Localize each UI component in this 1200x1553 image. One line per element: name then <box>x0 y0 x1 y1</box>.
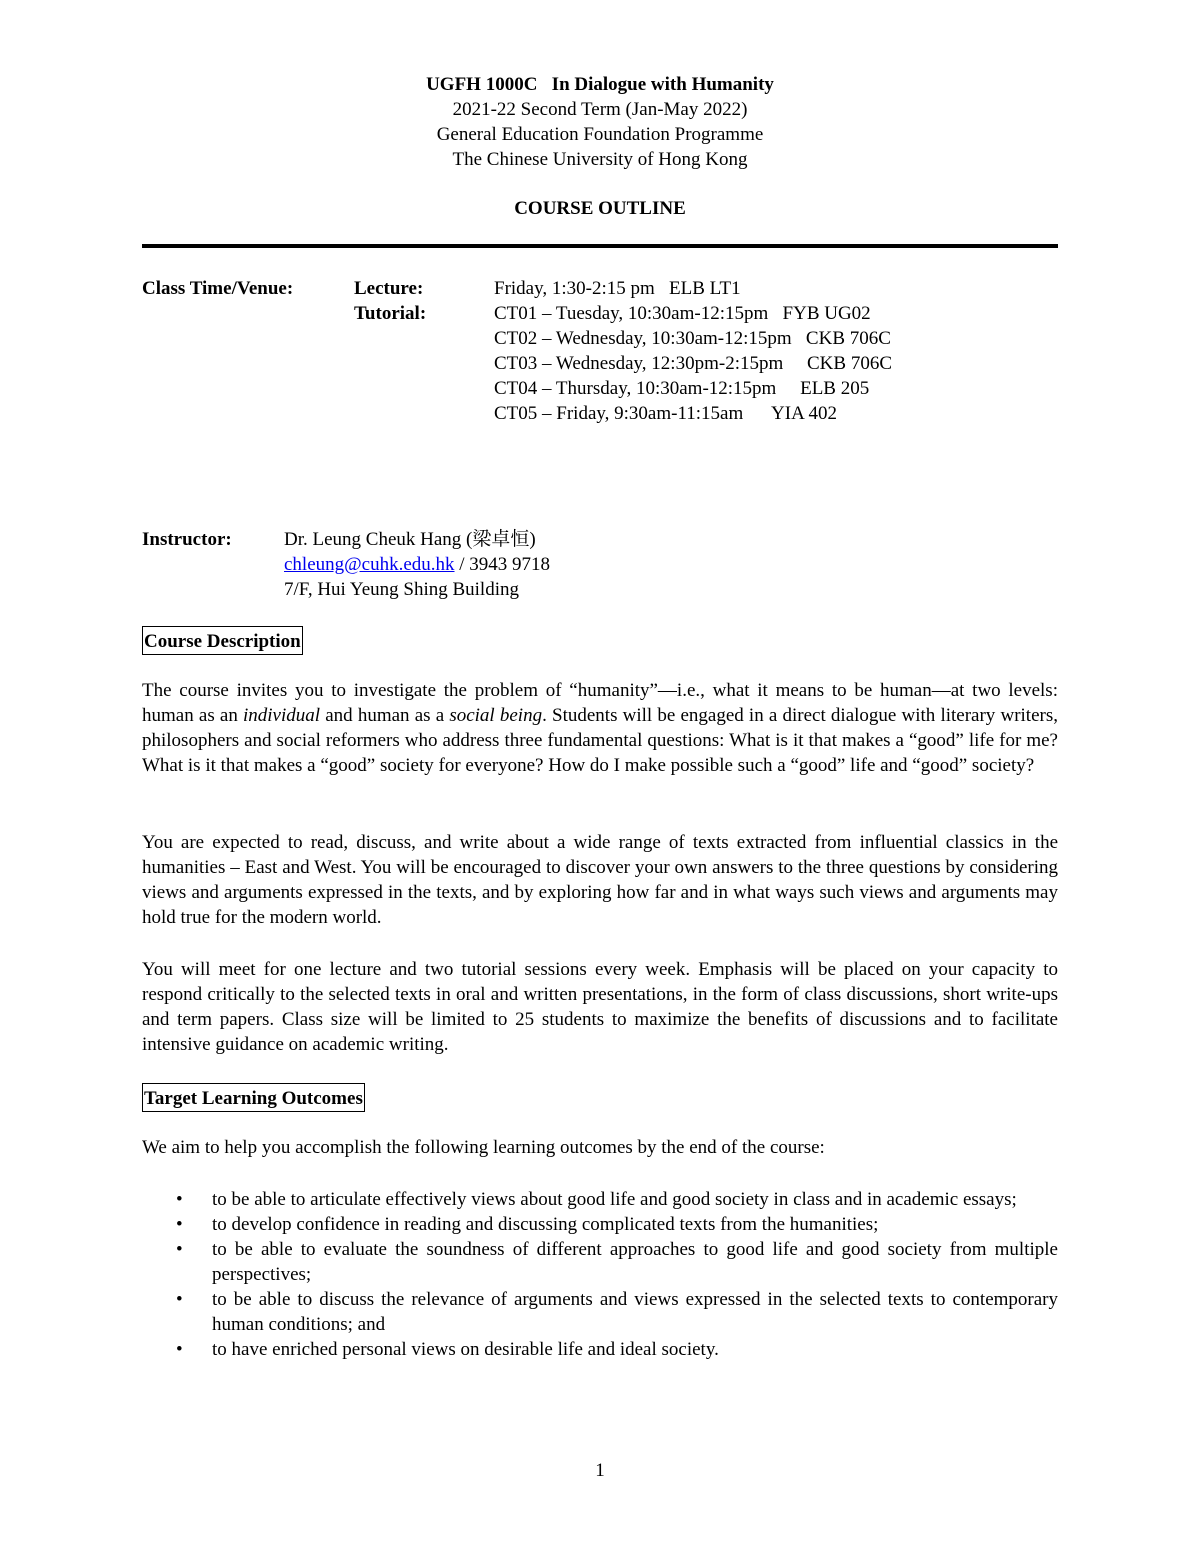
paragraph-text: and human as a <box>320 705 450 726</box>
tutorial-schedule: CT01 – Tuesday, 10:30am-12:15pm FYB UG02 <box>494 303 871 324</box>
bullet-icon: • <box>176 1289 183 1310</box>
course-description-paragraph <box>142 678 1058 778</box>
emphasis-individual: individual <box>242 705 321 726</box>
instructor-contact <box>284 552 550 577</box>
instructor-phone: / 3943 9718 <box>454 554 551 575</box>
course-description-heading: Course Description <box>142 626 303 655</box>
instructor-email-link[interactable]: chleung@cuhk.edu.hk <box>284 554 455 575</box>
bullet-icon: • <box>176 1214 183 1235</box>
paragraph-text: The course invites you to investigate the problem of “humanity”—i.e., what it means to be human—at two levels: human as an <box>142 680 1058 726</box>
lecture-schedule: Friday, 1:30-2:15 pm ELB LT1 <box>494 278 741 299</box>
tutorial-label: Tutorial: <box>354 303 427 324</box>
learning-outcomes-intro: We aim to help you accomplish the following learning outcomes by the end of the course: <box>142 1137 825 1158</box>
tutorial-schedule: CT02 – Wednesday, 10:30am-12:15pm CKB 706C <box>494 328 891 349</box>
course-description-paragraph: You are expected to read, discuss, and write about a wide range of texts extracted from influential classics in the humanities – East and West. You will be encouraged to discover your own answers to the three questions by considering views and arguments expressed in the texts, and by exploring how far and in what ways such views and arguments may hold true for the modern world. <box>142 832 1058 928</box>
class-time-label: Class Time/Venue: <box>142 278 294 299</box>
list-item <box>142 1287 1058 1337</box>
tutorial-schedule: CT04 – Thursday, 10:30am-12:15pm ELB 205 <box>494 378 870 399</box>
course-term: 2021-22 Second Term (Jan-May 2022) <box>452 99 748 120</box>
tutorial-schedule: CT05 – Friday, 9:30am-11:15am YIA 402 <box>494 403 838 424</box>
learning-outcomes-heading: Target Learning Outcomes <box>142 1083 365 1112</box>
emphasis-social-being: social being <box>449 705 543 726</box>
page-number: 1 <box>595 1460 605 1481</box>
instructor-office: 7/F, Hui Yeung Shing Building <box>284 579 519 600</box>
list-item <box>142 1187 1058 1212</box>
list-item <box>142 1237 1058 1287</box>
university-name: The Chinese University of Hong Kong <box>452 149 748 170</box>
list-item <box>142 1337 1058 1362</box>
bullet-icon: • <box>176 1239 183 1260</box>
tutorial-schedule: CT03 – Wednesday, 12:30pm-2:15pm CKB 706C <box>494 353 892 374</box>
bullet-icon: • <box>176 1189 183 1210</box>
list-item-text: to be able to evaluate the soundness of different approaches to good life and good society from multiple perspectives; <box>212 1239 1058 1285</box>
list-item-text: to be able to discuss the relevance of arguments and views expressed in the selected texts to contemporary human conditions; and <box>212 1289 1058 1335</box>
instructor-label: Instructor: <box>142 529 232 550</box>
list-item-text: to develop confidence in reading and discussing complicated texts from the humanities; <box>212 1214 879 1235</box>
learning-outcomes-list <box>142 1187 1058 1362</box>
course-title: UGFH 1000C In Dialogue with Humanity <box>426 74 774 95</box>
course-description-paragraph: You will meet for one lecture and two tutorial sessions every week. Emphasis will be placed on your capacity to respond critically to the selected texts in oral and written presentations, in the form of class discussions, short write-ups and term papers. Class size will be limited to 25 students to maximize the benefits of discussions and to facilitate intensive guidance on academic writing. <box>142 959 1058 1055</box>
bullet-icon: • <box>176 1339 183 1360</box>
instructor-name: Dr. Leung Cheuk Hang (梁卓恒) <box>284 529 536 550</box>
lecture-label: Lecture: <box>354 278 424 299</box>
programme-name: General Education Foundation Programme <box>436 124 764 145</box>
list-item-text: to be able to articulate effectively views about good life and good society in class and in academic essays; <box>212 1189 1017 1210</box>
list-item-text: to have enriched personal views on desirable life and ideal society. <box>212 1339 719 1360</box>
list-item <box>142 1212 1058 1237</box>
outline-heading: COURSE OUTLINE <box>514 198 686 219</box>
paragraph-text: . Students will be engaged in a direct dialogue with literary writers, philosophers and social reformers who address three fundamental questions: What is it that makes a “good” life for me? What is it that makes a “good” society for everyone? How do I make possible such a “good” life and “good” society? <box>142 705 1058 776</box>
header-divider <box>142 244 1058 248</box>
